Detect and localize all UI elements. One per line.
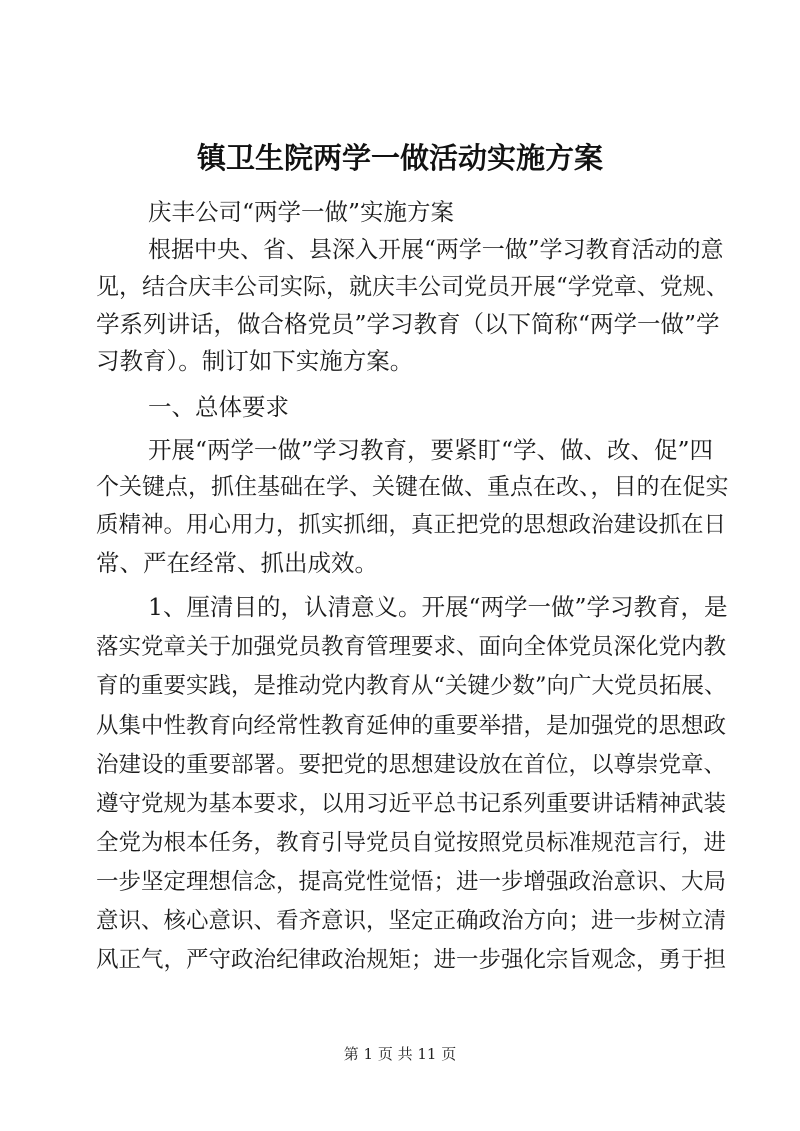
body-line: 风正气，严守政治纪律政治规矩；进一步强化宗旨观念，勇于担	[96, 947, 727, 973]
body-line: 学系列讲话，做合格党员”学习教育（以下简称“两学一做”学	[96, 310, 720, 338]
body-line: 遵守党规为基本要求，以用习近平总书记系列重要讲话精神武装	[96, 791, 727, 817]
body-line: 开展“两学一做”学习教育，要紧盯“学、做、改、促”四	[148, 436, 714, 464]
body-line: 一步坚定理想信念，提高党性觉悟；进一步增强政治意识、大局	[96, 869, 727, 895]
body-line: 治建设的重要部署。要把党的思想建设放在首位，以尊崇党章、	[96, 752, 727, 778]
body-line: 从集中性教育向经常性教育延伸的重要举措，是加强党的思想政	[96, 713, 727, 739]
page-number-footer: 第 1 页 共 11 页	[343, 1045, 457, 1063]
body-line: 质精神。用心用力，抓实抓细，真正把党的思想政治建设抓在日	[96, 512, 727, 538]
page-title: 镇卫生院两学一做活动实施方案	[196, 141, 603, 175]
body-line: 习教育）。制订如下实施方案。	[96, 347, 414, 375]
body-line: 意识、核心意识、看齐意识，坚定正确政治方向；进一步树立清	[96, 908, 727, 934]
body-line: 全党为根本任务，教育引导党员自觉按照党员标准规范言行，进	[96, 830, 727, 856]
body-line: 常、严在经常、抓出成效。	[96, 549, 378, 577]
body-line: 见，结合庆丰公司实际，就庆丰公司党员开展“学党章、党规、	[96, 274, 729, 300]
body-line: 庆丰公司“两学一做”实施方案	[148, 198, 455, 226]
body-line: 育的重要实践，是推动党内教育从“关键少数”向广大党员拓展、	[96, 673, 727, 699]
body-line: 落实党章关于加强党员教育管理要求、面向全体党员深化党内教	[96, 634, 727, 660]
body-line: 1、厘清目的，认清意义。开展“两学一做”学习教育，是	[148, 593, 728, 621]
body-line: 一、总体要求	[148, 393, 289, 421]
body-line: 个关键点，抓住基础在学、关键在做、重点在改、，目的在促实	[96, 474, 729, 500]
body-line: 根据中央、省、县深入开展“两学一做”学习教育活动的意	[148, 237, 724, 263]
